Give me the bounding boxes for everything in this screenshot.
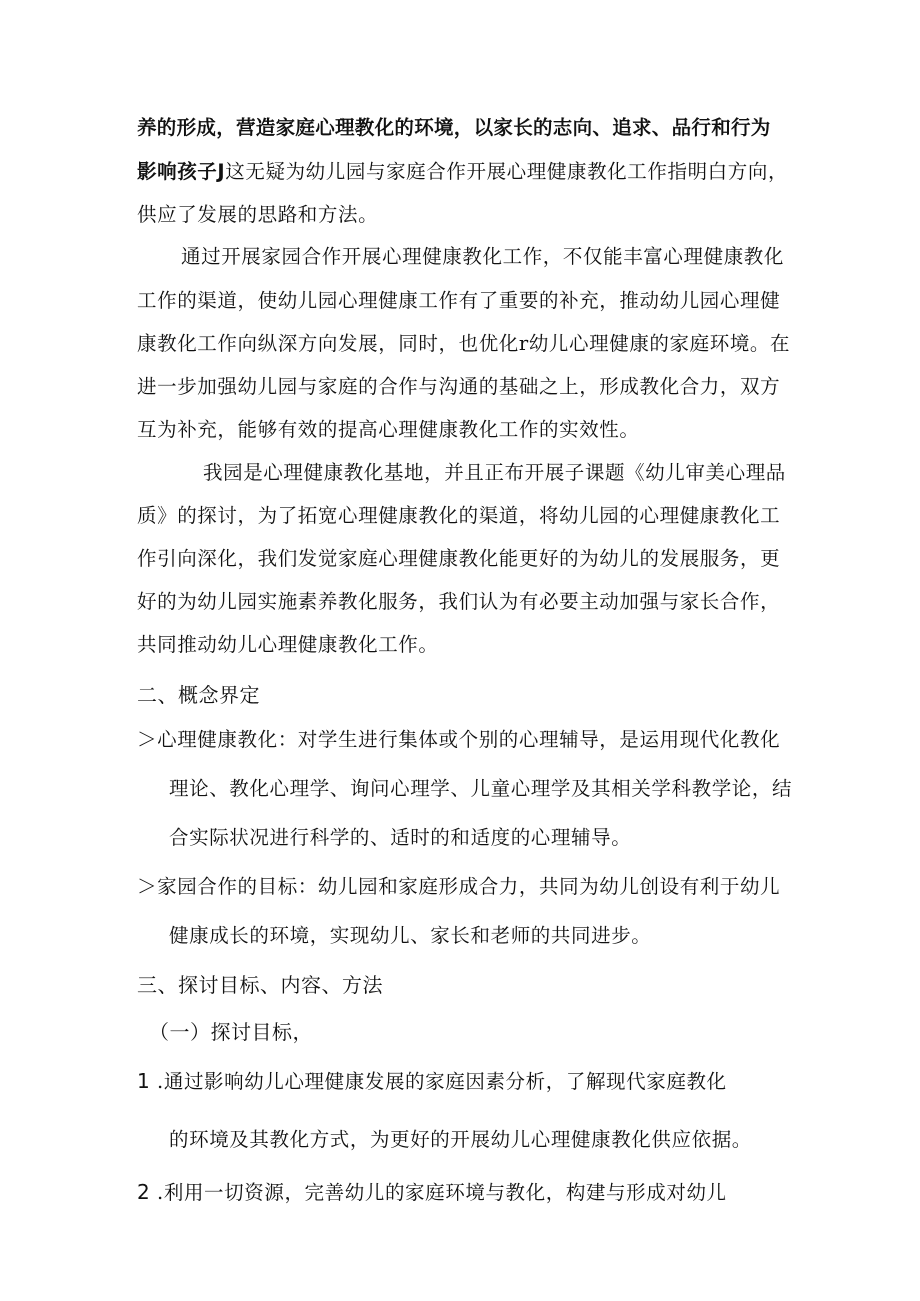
subsection1-heading: （一）探讨目标，	[149, 1020, 313, 1044]
intro-line-1: 养的形成，营造家庭心理教化的环境，以家长的志向、追求、品行和行为	[137, 116, 771, 139]
goal-2-text: .利用一切资源，完善幼儿的家庭环境与教化，构建与形成对幼儿	[157, 1181, 727, 1204]
intro-line-2-text: 这无疑为幼儿园与家庭合作开展心理健康教化工作指明白方向，	[225, 160, 789, 183]
para3-line-5: 共同推动幼儿心理健康教化工作。	[137, 633, 439, 656]
para3-line-2: 质》的探讨，为了拓宽心理健康教化的渠道，将幼儿园的心理健康教化工	[137, 504, 781, 527]
para3-line-1: 我园是心理健康教化基地，并且正布开展子课题《幼儿审美心理品	[203, 461, 786, 484]
para2-line-4: 进一步加强幼儿园与家庭的合作与沟通的基础之上，形成教化合力，双方	[137, 375, 781, 398]
definition-1-line-3: 合实际状况进行科学的、适时的和适度的心理辅导。	[169, 826, 632, 849]
definition-2-line-2: 健康成长的环境，实现幼儿、家长和老师的共同进步。	[169, 924, 652, 947]
para2-line-3: 康教化工作向纵深方向发展，同时，也优化r幼儿心理健康的家庭环境。在	[137, 332, 791, 355]
goal-1-number: 1	[137, 1069, 151, 1093]
goal-2-line-1	[137, 1178, 727, 1207]
goal-1-text: .通过影响幼儿心理健康发展的家庭因素分析，了解现代家庭教化	[157, 1070, 727, 1093]
goal-1-line-2: 的环境及其教化方式，为更好的开展幼儿心理健康教化供应依据。	[169, 1128, 752, 1151]
definition-1-line-2: 理论、教化心理学、询问心理学、儿童心理学及其相关学科教学论，结	[169, 777, 793, 800]
goal-2-number: 2	[137, 1180, 151, 1204]
intro-line-2-prefix: 影响孩子J	[137, 160, 226, 183]
goal-1-line-1	[137, 1067, 727, 1096]
para3-line-3: 作引向深化，我们发觉家庭心理健康教化能更好的为幼儿的发展服务，更	[137, 547, 781, 570]
para2-line-1: 通过开展家园合作开展心理健康教化工作，不仅能丰富心理健康教化	[181, 245, 785, 268]
section3-heading: 三、探讨目标、内容、方法	[137, 973, 383, 997]
definition-2-line-1: ＞家园合作的目标：幼儿园和家庭形成合力，共同为幼儿创设有利于幼儿	[137, 875, 781, 898]
section2-heading: 二、概念界定	[137, 683, 260, 707]
para2-line-2: 工作的渠道，使幼儿园心理健康工作有了重要的补充，推动幼儿园心理健	[137, 289, 781, 312]
intro-line-2	[137, 158, 788, 186]
para2-line-5: 互为补充，能够有效的提高心理健康教化工作的实效性。	[137, 418, 640, 441]
para3-line-4: 好的为幼儿园实施素养教化服务，我们认为有必要主动加强与家长合作，	[137, 590, 781, 613]
intro-line-3: 供应了发展的思路和方法。	[137, 203, 379, 226]
definition-1-line-1: ＞心理健康教化：对学生进行集体或个别的心理辅导，是运用现代化教化	[137, 728, 781, 751]
